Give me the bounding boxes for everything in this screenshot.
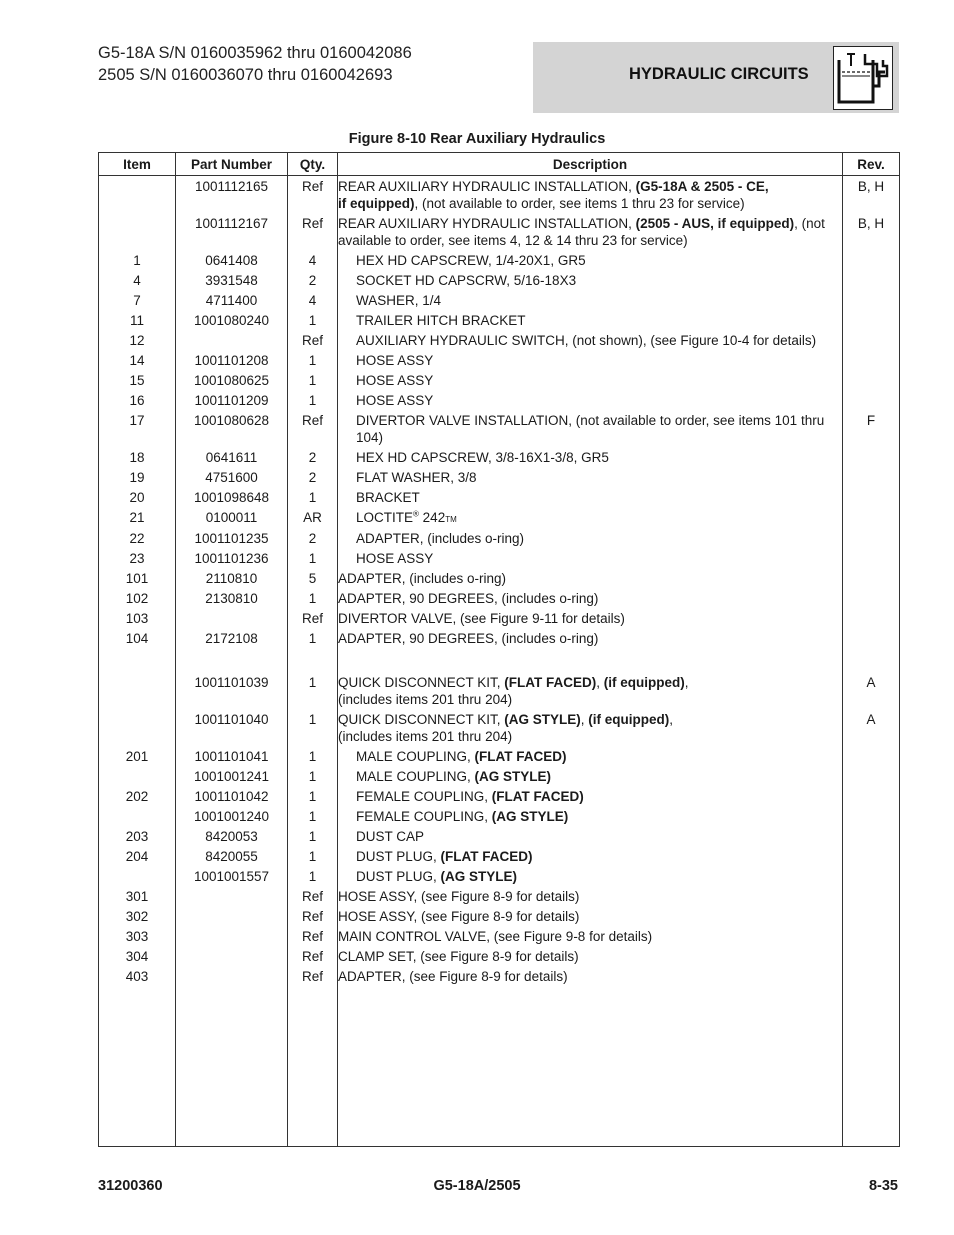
description-text: (FLAT FACED) xyxy=(504,674,597,690)
quantity-cell: 1 xyxy=(288,766,338,786)
part-number-cell: 1001080625 xyxy=(176,370,288,390)
filler-cell xyxy=(288,986,338,1147)
revision-cell xyxy=(843,568,900,588)
part-number-cell: 1001101208 xyxy=(176,350,288,370)
description-cell xyxy=(338,350,843,370)
revision-cell xyxy=(843,528,900,548)
part-number-cell: 1001101041 xyxy=(176,746,288,766)
description-text: if equipped) xyxy=(338,196,415,211)
description-text: ADAPTER, 90 DEGREES, (includes o-ring) xyxy=(338,590,599,606)
item-number-cell: 16 xyxy=(99,390,176,410)
description-text: , xyxy=(580,711,589,727)
part-number-cell: 8420055 xyxy=(176,846,288,866)
part-number-cell: 1001101235 xyxy=(176,528,288,548)
description-text: AUXILIARY HYDRAULIC SWITCH, (not shown), (see Figure 10-4 for details) xyxy=(356,332,817,348)
footer-page-number: 8-35 xyxy=(868,1178,898,1194)
revision-cell xyxy=(843,330,900,350)
revision-cell xyxy=(843,608,900,628)
description-text: TRAILER HITCH BRACKET xyxy=(356,312,526,328)
item-number-cell: 15 xyxy=(99,370,176,390)
revision-cell xyxy=(843,310,900,330)
table-row xyxy=(99,926,900,946)
description-cell xyxy=(338,548,843,568)
revision-cell xyxy=(843,588,900,608)
table-row xyxy=(99,270,900,290)
description-cell xyxy=(338,290,843,310)
description-text: DUST PLUG, xyxy=(356,848,441,864)
quantity-cell: 1 xyxy=(288,846,338,866)
footer-document-number: 31200360 xyxy=(98,1178,163,1194)
part-number-cell: 1001001240 xyxy=(176,806,288,826)
quantity-cell: 1 xyxy=(288,786,338,806)
hydraulic-tank-icon xyxy=(833,46,893,110)
table-row xyxy=(99,766,900,786)
description-cell xyxy=(338,507,843,528)
description-cell xyxy=(338,746,843,766)
quantity-cell: Ref xyxy=(288,946,338,966)
figure-title: Figure 8-10 Rear Auxiliary Hydraulics xyxy=(348,131,606,147)
description-text: LOCTITE xyxy=(356,509,414,525)
quantity-cell: 1 xyxy=(288,548,338,568)
item-number-cell: 18 xyxy=(99,447,176,467)
revision-cell xyxy=(843,507,900,528)
description-cell xyxy=(338,672,843,709)
item-number-cell: 403 xyxy=(99,966,176,986)
revision-cell xyxy=(843,766,900,786)
description-text: WASHER, 1/4 xyxy=(356,292,442,308)
spacer-cell xyxy=(288,648,338,672)
description-text: DUST CAP xyxy=(356,828,425,844)
column-header-rev: Rev. xyxy=(843,153,900,176)
item-number-cell: 201 xyxy=(99,746,176,766)
revision-cell: F xyxy=(843,410,900,447)
quantity-cell: AR xyxy=(288,507,338,528)
description-cell xyxy=(338,826,843,846)
table-row xyxy=(99,846,900,866)
footer-model: G5-18A/2505 xyxy=(433,1178,521,1194)
description-text: FLAT WASHER, 3/8 xyxy=(356,469,477,485)
description-cell xyxy=(338,906,843,926)
description-text: QUICK DISCONNECT KIT, xyxy=(338,711,505,727)
description-text: HEX HD CAPSCREW, 3/8-16X1-3/8, GR5 xyxy=(356,449,609,465)
description-text: HOSE ASSY, (see Figure 8-9 for details) xyxy=(338,888,580,904)
table-row xyxy=(99,548,900,568)
part-number-cell: 1001101039 xyxy=(176,672,288,709)
quantity-cell: 2 xyxy=(288,467,338,487)
item-number-cell: 1 xyxy=(99,250,176,270)
part-number-cell: 1001098648 xyxy=(176,487,288,507)
table-row xyxy=(99,608,900,628)
item-number-cell: 303 xyxy=(99,926,176,946)
column-header-part-number: Part Number xyxy=(176,153,288,176)
description-text: MAIN CONTROL VALVE, (see Figure 9-8 for details) xyxy=(338,928,653,944)
description-text: DUST PLUG, xyxy=(356,868,441,884)
quantity-cell: 4 xyxy=(288,290,338,310)
part-number-cell xyxy=(176,966,288,986)
part-number-cell xyxy=(176,906,288,926)
description-cell xyxy=(338,447,843,467)
description-cell xyxy=(338,926,843,946)
table-row xyxy=(99,176,900,213)
revision-cell xyxy=(843,487,900,507)
description-cell xyxy=(338,866,843,886)
description-cell xyxy=(338,213,843,250)
description-cell xyxy=(338,487,843,507)
item-number-cell: 301 xyxy=(99,886,176,906)
description-cell xyxy=(338,270,843,290)
table-row xyxy=(99,390,900,410)
spacer-cell xyxy=(99,648,176,672)
description-text: MALE COUPLING, xyxy=(356,748,475,764)
description-text: (FLAT FACED) xyxy=(440,848,533,864)
description-text: (AG STYLE) xyxy=(474,768,552,784)
description-text: , (not available to order, see items 1 thru 23 for service) xyxy=(414,196,745,211)
description-text: HOSE ASSY xyxy=(356,550,434,566)
model-serial-header xyxy=(98,42,412,86)
description-cell xyxy=(338,250,843,270)
item-number-cell: 12 xyxy=(99,330,176,350)
description-text: BRACKET xyxy=(356,489,420,505)
description-text: , xyxy=(669,711,674,727)
description-text: , (not available to order, see items 4, 12 & 14 thru 23 for service) xyxy=(338,215,825,248)
part-number-cell: 2130810 xyxy=(176,588,288,608)
item-number-cell: 14 xyxy=(99,350,176,370)
item-number-cell: 11 xyxy=(99,310,176,330)
revision-cell xyxy=(843,628,900,648)
filler-cell xyxy=(99,986,176,1147)
description-text: DIVERTOR VALVE INSTALLATION, (not available to order, see items 101 thru 104) xyxy=(356,412,825,445)
description-cell xyxy=(338,330,843,350)
table-row xyxy=(99,487,900,507)
description-text: (FLAT FACED) xyxy=(474,748,567,764)
part-number-cell: 8420053 xyxy=(176,826,288,846)
part-number-cell xyxy=(176,330,288,350)
part-number-cell: 1001080240 xyxy=(176,310,288,330)
description-text: HOSE ASSY xyxy=(356,372,434,388)
table-row xyxy=(99,709,900,746)
column-header-description: Description xyxy=(338,153,843,176)
description-cell xyxy=(338,886,843,906)
table-row xyxy=(99,568,900,588)
table-row xyxy=(99,528,900,548)
table-row xyxy=(99,370,900,390)
description-cell xyxy=(338,310,843,330)
quantity-cell: 1 xyxy=(288,588,338,608)
part-number-cell: 3931548 xyxy=(176,270,288,290)
description-text: FEMALE COUPLING, xyxy=(356,788,492,804)
description-text: HOSE ASSY xyxy=(356,392,434,408)
description-text: ADAPTER, (includes o-ring) xyxy=(338,570,507,586)
revision-cell xyxy=(843,806,900,826)
revision-cell xyxy=(843,467,900,487)
description-text: HOSE ASSY xyxy=(356,352,434,368)
description-text: (2505 - AUS, if equipped) xyxy=(635,215,795,231)
part-number-cell: 1001001557 xyxy=(176,866,288,886)
quantity-cell: 1 xyxy=(288,866,338,886)
description-text: FEMALE COUPLING, xyxy=(356,808,492,824)
part-number-cell: 1001112167 xyxy=(176,213,288,250)
revision-cell xyxy=(843,966,900,986)
part-number-cell xyxy=(176,946,288,966)
description-text: (includes items 201 thru 204) xyxy=(338,728,513,744)
table-row xyxy=(99,886,900,906)
table-row xyxy=(99,250,900,270)
table-header-row xyxy=(99,153,900,176)
item-number-cell: 20 xyxy=(99,487,176,507)
description-cell xyxy=(338,370,843,390)
table-row xyxy=(99,507,900,528)
table-row xyxy=(99,447,900,467)
table-row xyxy=(99,310,900,330)
description-text: ADAPTER, 90 DEGREES, (includes o-ring) xyxy=(338,630,599,646)
table-row xyxy=(99,866,900,886)
description-text: HEX HD CAPSCREW, 1/4-20X1, GR5 xyxy=(356,252,586,268)
quantity-cell: 5 xyxy=(288,568,338,588)
part-number-cell: 1001101042 xyxy=(176,786,288,806)
part-number-cell: 1001001241 xyxy=(176,766,288,786)
item-number-cell xyxy=(99,176,176,213)
item-number-cell xyxy=(99,866,176,886)
description-cell xyxy=(338,946,843,966)
part-number-cell: 4711400 xyxy=(176,290,288,310)
description-cell xyxy=(338,806,843,826)
description-cell xyxy=(338,410,843,447)
column-header-qty: Qty. xyxy=(288,153,338,176)
description-text: (AG STYLE) xyxy=(440,868,518,884)
quantity-cell: 1 xyxy=(288,390,338,410)
table-row xyxy=(99,966,900,986)
revision-cell xyxy=(843,886,900,906)
description-cell xyxy=(338,966,843,986)
quantity-cell: Ref xyxy=(288,410,338,447)
table-row xyxy=(99,330,900,350)
description-text: (includes items 201 thru 204) xyxy=(338,691,513,707)
revision-cell: A xyxy=(843,709,900,746)
table-row xyxy=(99,290,900,310)
revision-cell xyxy=(843,946,900,966)
item-number-cell xyxy=(99,766,176,786)
description-text: ADAPTER, (see Figure 8-9 for details) xyxy=(338,968,568,984)
description-text: (FLAT FACED) xyxy=(491,788,584,804)
spacer-cell xyxy=(176,648,288,672)
description-cell xyxy=(338,390,843,410)
part-number-cell xyxy=(176,608,288,628)
table-row xyxy=(99,786,900,806)
description-text: (if equipped) xyxy=(588,711,670,727)
revision-cell: B, H xyxy=(843,176,900,213)
quantity-cell: Ref xyxy=(288,926,338,946)
part-number-cell: 0641611 xyxy=(176,447,288,467)
item-number-cell: 104 xyxy=(99,628,176,648)
item-number-cell xyxy=(99,672,176,709)
part-number-cell xyxy=(176,926,288,946)
description-cell xyxy=(338,588,843,608)
table-filler-row xyxy=(99,986,900,1147)
description-cell xyxy=(338,568,843,588)
revision-cell xyxy=(843,906,900,926)
revision-cell xyxy=(843,290,900,310)
item-number-cell: 19 xyxy=(99,467,176,487)
revision-cell xyxy=(843,370,900,390)
description-text: SOCKET HD CAPSCRW, 5/16-18X3 xyxy=(356,272,577,288)
revision-cell xyxy=(843,786,900,806)
table-row xyxy=(99,906,900,926)
column-header-item: Item xyxy=(99,153,176,176)
part-number-cell: 0641408 xyxy=(176,250,288,270)
item-number-cell: 7 xyxy=(99,290,176,310)
quantity-cell: 1 xyxy=(288,628,338,648)
table-row xyxy=(99,806,900,826)
item-number-cell: 102 xyxy=(99,588,176,608)
description-text: , xyxy=(596,674,604,690)
part-number-cell: 1001112165 xyxy=(176,176,288,213)
item-number-cell: 202 xyxy=(99,786,176,806)
table-row xyxy=(99,826,900,846)
revision-cell xyxy=(843,250,900,270)
description-cell xyxy=(338,628,843,648)
revision-cell: A xyxy=(843,672,900,709)
quantity-cell: Ref xyxy=(288,906,338,926)
description-cell xyxy=(338,176,843,213)
quantity-cell: 1 xyxy=(288,709,338,746)
description-text: REAR AUXILIARY HYDRAULIC INSTALLATION, xyxy=(338,179,636,194)
table-row xyxy=(99,410,900,447)
description-text: CLAMP SET, (see Figure 8-9 for details) xyxy=(338,948,579,964)
description-text: DIVERTOR VALVE, (see Figure 9-11 for details) xyxy=(338,610,625,626)
filler-cell xyxy=(338,986,843,1147)
table-row xyxy=(99,672,900,709)
table-row xyxy=(99,628,900,648)
item-number-cell: 304 xyxy=(99,946,176,966)
item-number-cell: 302 xyxy=(99,906,176,926)
quantity-cell: Ref xyxy=(288,330,338,350)
quantity-cell: Ref xyxy=(288,213,338,250)
revision-cell xyxy=(843,350,900,370)
item-number-cell xyxy=(99,213,176,250)
quantity-cell: Ref xyxy=(288,966,338,986)
quantity-cell: 1 xyxy=(288,370,338,390)
description-text: REAR AUXILIARY HYDRAULIC INSTALLATION, xyxy=(338,215,636,231)
revision-cell xyxy=(843,826,900,846)
description-text: (AG STYLE) xyxy=(504,711,581,727)
description-text: (AG STYLE) xyxy=(491,808,569,824)
quantity-cell: 1 xyxy=(288,310,338,330)
section-title: HYDRAULIC CIRCUITS xyxy=(629,65,809,83)
item-number-cell: 101 xyxy=(99,568,176,588)
revision-cell xyxy=(843,846,900,866)
description-cell xyxy=(338,846,843,866)
part-number-cell: 1001101209 xyxy=(176,390,288,410)
parts-table xyxy=(98,152,900,1147)
revision-cell xyxy=(843,447,900,467)
part-number-cell: 4751600 xyxy=(176,467,288,487)
description-text: QUICK DISCONNECT KIT, xyxy=(338,674,505,690)
item-number-cell: 103 xyxy=(99,608,176,628)
quantity-cell: Ref xyxy=(288,176,338,213)
description-text: 242 xyxy=(418,509,446,525)
description-cell xyxy=(338,709,843,746)
description-cell xyxy=(338,786,843,806)
item-number-cell xyxy=(99,709,176,746)
part-number-cell xyxy=(176,886,288,906)
revision-cell xyxy=(843,926,900,946)
item-number-cell xyxy=(99,806,176,826)
part-number-cell: 0100011 xyxy=(176,507,288,528)
quantity-cell: 1 xyxy=(288,806,338,826)
quantity-cell: 1 xyxy=(288,350,338,370)
description-text: ® xyxy=(413,509,419,518)
section-header-box xyxy=(533,42,899,113)
description-text: ADAPTER, (includes o-ring) xyxy=(356,530,525,546)
item-number-cell: 17 xyxy=(99,410,176,447)
table-row xyxy=(99,946,900,966)
item-number-cell: 22 xyxy=(99,528,176,548)
description-text: , xyxy=(684,674,689,690)
table-row xyxy=(99,350,900,370)
table-row xyxy=(99,588,900,608)
part-number-cell: 2110810 xyxy=(176,568,288,588)
part-number-cell: 1001080628 xyxy=(176,410,288,447)
description-cell xyxy=(338,608,843,628)
item-number-cell: 4 xyxy=(99,270,176,290)
quantity-cell: 2 xyxy=(288,447,338,467)
item-number-cell: 21 xyxy=(99,507,176,528)
part-number-cell: 1001101236 xyxy=(176,548,288,568)
quantity-cell: 1 xyxy=(288,672,338,709)
table-row xyxy=(99,213,900,250)
table-spacer-row xyxy=(99,648,900,672)
table-row xyxy=(99,746,900,766)
spacer-cell xyxy=(338,648,843,672)
revision-cell xyxy=(843,746,900,766)
description-cell xyxy=(338,467,843,487)
quantity-cell: 1 xyxy=(288,746,338,766)
quantity-cell: 1 xyxy=(288,487,338,507)
revision-cell xyxy=(843,866,900,886)
quantity-cell: 2 xyxy=(288,270,338,290)
model-line-1: G5-18A S/N 0160035962 thru 0160042086 xyxy=(98,44,412,62)
filler-cell xyxy=(843,986,900,1147)
item-number-cell: 204 xyxy=(99,846,176,866)
description-text: TM xyxy=(445,514,457,524)
revision-cell: B, H xyxy=(843,213,900,250)
filler-cell xyxy=(176,986,288,1147)
quantity-cell: 4 xyxy=(288,250,338,270)
quantity-cell: Ref xyxy=(288,886,338,906)
revision-cell xyxy=(843,270,900,290)
spacer-cell xyxy=(843,648,900,672)
parts-table-body xyxy=(99,176,900,1147)
part-number-cell: 2172108 xyxy=(176,628,288,648)
revision-cell xyxy=(843,548,900,568)
table-row xyxy=(99,467,900,487)
description-text: HOSE ASSY, (see Figure 8-9 for details) xyxy=(338,908,580,924)
description-text: MALE COUPLING, xyxy=(356,768,475,784)
description-cell xyxy=(338,528,843,548)
quantity-cell: 1 xyxy=(288,826,338,846)
description-text: (if equipped) xyxy=(603,674,685,690)
item-number-cell: 203 xyxy=(99,826,176,846)
quantity-cell: 2 xyxy=(288,528,338,548)
description-cell xyxy=(338,766,843,786)
description-text: (G5-18A & 2505 - CE, xyxy=(635,179,769,194)
item-number-cell: 23 xyxy=(99,548,176,568)
model-line-2: 2505 S/N 0160036070 thru 0160042693 xyxy=(98,66,393,84)
revision-cell xyxy=(843,390,900,410)
quantity-cell: Ref xyxy=(288,608,338,628)
part-number-cell: 1001101040 xyxy=(176,709,288,746)
